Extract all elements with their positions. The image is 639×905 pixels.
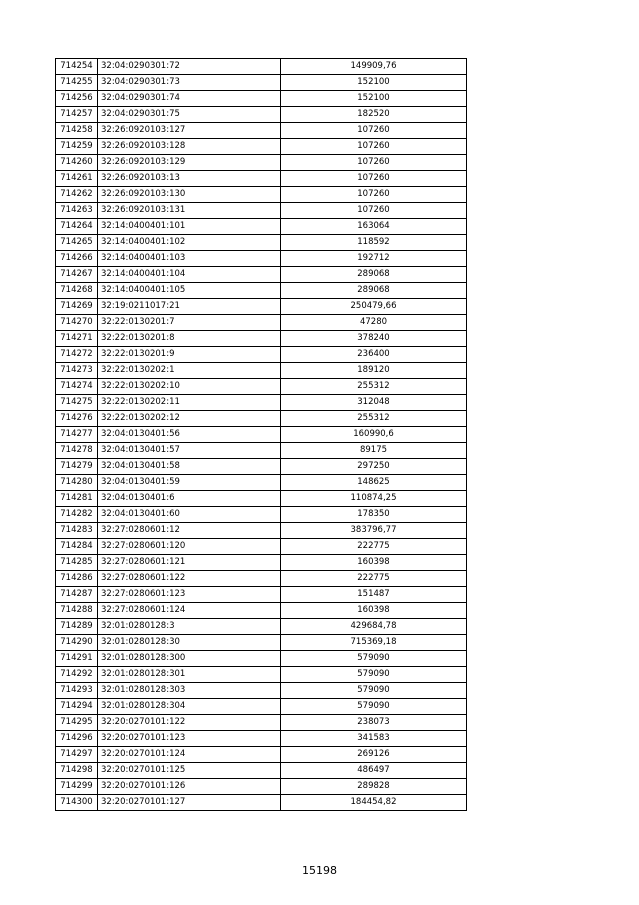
row-number-cell: 714291 xyxy=(56,651,98,667)
table-row xyxy=(56,171,467,187)
cadastral-number-cell: 32:01:0280128:30 xyxy=(98,635,281,651)
value-cell: 238073 xyxy=(281,715,467,731)
value-cell: 579090 xyxy=(281,651,467,667)
value-cell: 289068 xyxy=(281,267,467,283)
cadastral-number-cell: 32:14:0400401:104 xyxy=(98,267,281,283)
row-number-cell: 714275 xyxy=(56,395,98,411)
table-row xyxy=(56,203,467,219)
cadastral-number-cell: 32:04:0130401:59 xyxy=(98,475,281,491)
cadastral-number-cell: 32:19:0211017:21 xyxy=(98,299,281,315)
cadastral-number-cell: 32:14:0400401:101 xyxy=(98,219,281,235)
row-number-cell: 714279 xyxy=(56,459,98,475)
row-number-cell: 714255 xyxy=(56,75,98,91)
table-row xyxy=(56,443,467,459)
table-row xyxy=(56,363,467,379)
cadastral-number-cell: 32:20:0270101:124 xyxy=(98,747,281,763)
table-row xyxy=(56,411,467,427)
row-number-cell: 714290 xyxy=(56,635,98,651)
value-cell: 289828 xyxy=(281,779,467,795)
cadastral-number-cell: 32:27:0280601:123 xyxy=(98,587,281,603)
row-number-cell: 714282 xyxy=(56,507,98,523)
row-number-cell: 714295 xyxy=(56,715,98,731)
cadastral-number-cell: 32:26:0920103:128 xyxy=(98,139,281,155)
value-cell: 192712 xyxy=(281,251,467,267)
value-cell: 107260 xyxy=(281,155,467,171)
row-number-cell: 714270 xyxy=(56,315,98,331)
value-cell: 107260 xyxy=(281,203,467,219)
value-cell: 341583 xyxy=(281,731,467,747)
row-number-cell: 714297 xyxy=(56,747,98,763)
value-cell: 107260 xyxy=(281,139,467,155)
table-row xyxy=(56,475,467,491)
value-cell: 289068 xyxy=(281,283,467,299)
cadastral-number-cell: 32:14:0400401:105 xyxy=(98,283,281,299)
table-row xyxy=(56,235,467,251)
value-cell: 486497 xyxy=(281,763,467,779)
cadastral-number-cell: 32:22:0130202:12 xyxy=(98,411,281,427)
table-row xyxy=(56,651,467,667)
table-row xyxy=(56,699,467,715)
cadastral-number-cell: 32:04:0290301:74 xyxy=(98,91,281,107)
row-number-cell: 714263 xyxy=(56,203,98,219)
table-row xyxy=(56,75,467,91)
value-cell: 222775 xyxy=(281,539,467,555)
row-number-cell: 714257 xyxy=(56,107,98,123)
table-row xyxy=(56,763,467,779)
cadastral-number-cell: 32:27:0280601:122 xyxy=(98,571,281,587)
value-cell: 178350 xyxy=(281,507,467,523)
value-cell: 160990,6 xyxy=(281,427,467,443)
row-number-cell: 714267 xyxy=(56,267,98,283)
table-row xyxy=(56,603,467,619)
value-cell: 222775 xyxy=(281,571,467,587)
cadastral-number-cell: 32:01:0280128:303 xyxy=(98,683,281,699)
table-row xyxy=(56,491,467,507)
table-row xyxy=(56,619,467,635)
value-cell: 160398 xyxy=(281,555,467,571)
value-cell: 312048 xyxy=(281,395,467,411)
value-cell: 715369,18 xyxy=(281,635,467,651)
cadastral-number-cell: 32:20:0270101:127 xyxy=(98,795,281,811)
table-row xyxy=(56,507,467,523)
row-number-cell: 714280 xyxy=(56,475,98,491)
table-row xyxy=(56,219,467,235)
cadastral-number-cell: 32:01:0280128:3 xyxy=(98,619,281,635)
table-row xyxy=(56,571,467,587)
table-row xyxy=(56,459,467,475)
row-number-cell: 714288 xyxy=(56,603,98,619)
table-row xyxy=(56,715,467,731)
row-number-cell: 714254 xyxy=(56,59,98,75)
cadastral-number-cell: 32:20:0270101:123 xyxy=(98,731,281,747)
table-row xyxy=(56,795,467,811)
row-number-cell: 714259 xyxy=(56,139,98,155)
row-number-cell: 714266 xyxy=(56,251,98,267)
value-cell: 110874,25 xyxy=(281,491,467,507)
cadastral-number-cell: 32:22:0130202:10 xyxy=(98,379,281,395)
value-cell: 148625 xyxy=(281,475,467,491)
cadastral-number-cell: 32:04:0130401:6 xyxy=(98,491,281,507)
value-cell: 152100 xyxy=(281,75,467,91)
row-number-cell: 714296 xyxy=(56,731,98,747)
cadastral-number-cell: 32:22:0130201:7 xyxy=(98,315,281,331)
cadastral-number-cell: 32:04:0290301:73 xyxy=(98,75,281,91)
row-number-cell: 714294 xyxy=(56,699,98,715)
table-row xyxy=(56,427,467,443)
table-row xyxy=(56,747,467,763)
row-number-cell: 714285 xyxy=(56,555,98,571)
value-cell: 297250 xyxy=(281,459,467,475)
value-cell: 269126 xyxy=(281,747,467,763)
value-cell: 250479,66 xyxy=(281,299,467,315)
cadastral-number-cell: 32:26:0920103:129 xyxy=(98,155,281,171)
table-row xyxy=(56,123,467,139)
table-row xyxy=(56,299,467,315)
cadastral-number-cell: 32:22:0130201:9 xyxy=(98,347,281,363)
table-row xyxy=(56,331,467,347)
table-row xyxy=(56,555,467,571)
table-row xyxy=(56,667,467,683)
row-number-cell: 714265 xyxy=(56,235,98,251)
cadastral-number-cell: 32:22:0130202:11 xyxy=(98,395,281,411)
table-row xyxy=(56,267,467,283)
table-row xyxy=(56,731,467,747)
row-number-cell: 714262 xyxy=(56,187,98,203)
value-cell: 579090 xyxy=(281,667,467,683)
row-number-cell: 714272 xyxy=(56,347,98,363)
table-row xyxy=(56,635,467,651)
value-cell: 255312 xyxy=(281,411,467,427)
row-number-cell: 714286 xyxy=(56,571,98,587)
value-cell: 189120 xyxy=(281,363,467,379)
cadastral-number-cell: 32:01:0280128:300 xyxy=(98,651,281,667)
value-cell: 107260 xyxy=(281,187,467,203)
value-cell: 429684,78 xyxy=(281,619,467,635)
value-cell: 163064 xyxy=(281,219,467,235)
table-row xyxy=(56,523,467,539)
table-row xyxy=(56,283,467,299)
table-row xyxy=(56,587,467,603)
table-row xyxy=(56,59,467,75)
cadastral-number-cell: 32:26:0920103:13 xyxy=(98,171,281,187)
row-number-cell: 714278 xyxy=(56,443,98,459)
cadastral-number-cell: 32:14:0400401:103 xyxy=(98,251,281,267)
value-cell: 579090 xyxy=(281,683,467,699)
table-row xyxy=(56,139,467,155)
cadastral-number-cell: 32:27:0280601:120 xyxy=(98,539,281,555)
cadastral-number-cell: 32:01:0280128:301 xyxy=(98,667,281,683)
row-number-cell: 714274 xyxy=(56,379,98,395)
row-number-cell: 714273 xyxy=(56,363,98,379)
row-number-cell: 714258 xyxy=(56,123,98,139)
table-row xyxy=(56,539,467,555)
cadastral-number-cell: 32:04:0130401:58 xyxy=(98,459,281,475)
value-cell: 184454,82 xyxy=(281,795,467,811)
value-cell: 89175 xyxy=(281,443,467,459)
table-row xyxy=(56,395,467,411)
row-number-cell: 714293 xyxy=(56,683,98,699)
table-row xyxy=(56,315,467,331)
row-number-cell: 714287 xyxy=(56,587,98,603)
cadastral-number-cell: 32:26:0920103:130 xyxy=(98,187,281,203)
cadastral-number-cell: 32:04:0130401:60 xyxy=(98,507,281,523)
value-cell: 255312 xyxy=(281,379,467,395)
cadastral-number-cell: 32:14:0400401:102 xyxy=(98,235,281,251)
row-number-cell: 714289 xyxy=(56,619,98,635)
table-row xyxy=(56,779,467,795)
page-number: 15198 xyxy=(302,864,337,877)
value-cell: 579090 xyxy=(281,699,467,715)
table-row xyxy=(56,187,467,203)
cadastral-number-cell: 32:27:0280601:124 xyxy=(98,603,281,619)
cadastral-number-cell: 32:26:0920103:127 xyxy=(98,123,281,139)
row-number-cell: 714283 xyxy=(56,523,98,539)
cadastral-number-cell: 32:20:0270101:125 xyxy=(98,763,281,779)
row-number-cell: 714264 xyxy=(56,219,98,235)
row-number-cell: 714260 xyxy=(56,155,98,171)
row-number-cell: 714276 xyxy=(56,411,98,427)
row-number-cell: 714268 xyxy=(56,283,98,299)
table-row xyxy=(56,347,467,363)
value-cell: 383796,77 xyxy=(281,523,467,539)
table-body xyxy=(56,59,467,811)
value-cell: 151487 xyxy=(281,587,467,603)
value-cell: 236400 xyxy=(281,347,467,363)
row-number-cell: 714298 xyxy=(56,763,98,779)
cadastral-number-cell: 32:22:0130201:8 xyxy=(98,331,281,347)
cadastral-number-cell: 32:04:0130401:56 xyxy=(98,427,281,443)
table-row xyxy=(56,107,467,123)
cadastral-number-cell: 32:04:0290301:75 xyxy=(98,107,281,123)
row-number-cell: 714299 xyxy=(56,779,98,795)
value-cell: 118592 xyxy=(281,235,467,251)
value-cell: 152100 xyxy=(281,91,467,107)
table-row xyxy=(56,683,467,699)
cadastral-number-cell: 32:20:0270101:122 xyxy=(98,715,281,731)
row-number-cell: 714261 xyxy=(56,171,98,187)
table-row xyxy=(56,251,467,267)
row-number-cell: 714277 xyxy=(56,427,98,443)
row-number-cell: 714271 xyxy=(56,331,98,347)
row-number-cell: 714300 xyxy=(56,795,98,811)
value-cell: 107260 xyxy=(281,171,467,187)
cadastral-number-cell: 32:01:0280128:304 xyxy=(98,699,281,715)
row-number-cell: 714269 xyxy=(56,299,98,315)
cadastral-number-cell: 32:04:0290301:72 xyxy=(98,59,281,75)
value-cell: 160398 xyxy=(281,603,467,619)
cadastral-number-cell: 32:22:0130202:1 xyxy=(98,363,281,379)
row-number-cell: 714284 xyxy=(56,539,98,555)
value-cell: 182520 xyxy=(281,107,467,123)
cadastral-number-cell: 32:27:0280601:121 xyxy=(98,555,281,571)
table-row xyxy=(56,155,467,171)
row-number-cell: 714292 xyxy=(56,667,98,683)
table-row xyxy=(56,379,467,395)
value-cell: 149909,76 xyxy=(281,59,467,75)
cadastral-number-cell: 32:04:0130401:57 xyxy=(98,443,281,459)
cadastral-number-cell: 32:20:0270101:126 xyxy=(98,779,281,795)
value-cell: 47280 xyxy=(281,315,467,331)
table-row xyxy=(56,91,467,107)
cadastral-number-cell: 32:27:0280601:12 xyxy=(98,523,281,539)
value-cell: 378240 xyxy=(281,331,467,347)
cadastral-number-cell: 32:26:0920103:131 xyxy=(98,203,281,219)
cadastral-value-table xyxy=(55,58,467,811)
row-number-cell: 714281 xyxy=(56,491,98,507)
value-cell: 107260 xyxy=(281,123,467,139)
row-number-cell: 714256 xyxy=(56,91,98,107)
